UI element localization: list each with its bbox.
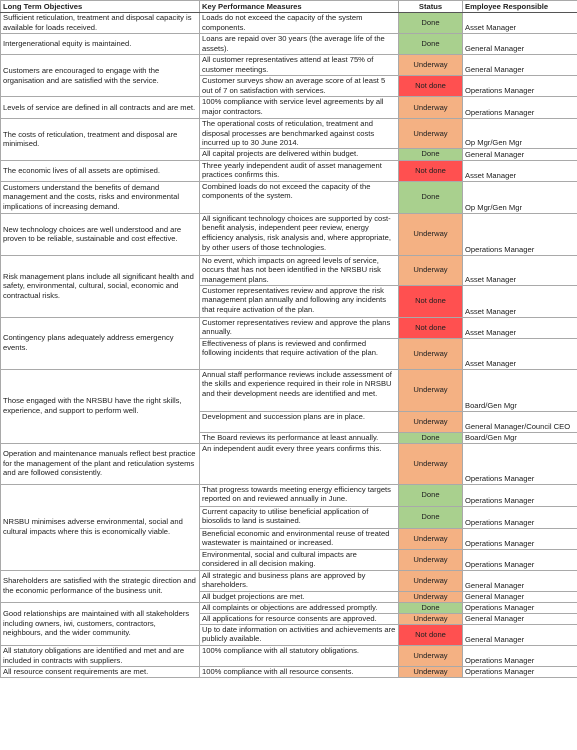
status-badge: Underway [399,443,463,484]
objective-cell: The costs of reticulation, treatment and disposal are minimised. [1,119,200,161]
table-row [1,484,577,506]
table-row [1,119,577,149]
responsible-cell: Operations Manager [463,97,577,119]
objective-cell: Those engaged with the NRSBU have the right skills, experience, and support to perform well. [1,369,200,443]
status-badge: Done [399,181,463,213]
objective-cell: Good relationships are maintained with all stakeholders including owners, iwi, customers, contractors, neighbours, and the wider community. [1,602,200,645]
responsible-cell: Operations Manager [463,484,577,506]
kpm-cell: Loads do not exceed the capacity of the system components. [200,13,399,34]
header-row [1,1,577,13]
objective-cell: Customers understand the benefits of demand management and the costs, risks and environmental implications of increasing demand. [1,181,200,213]
objective-cell: All resource consent requirements are met. [1,666,200,677]
status-badge: Done [399,506,463,528]
responsible-cell: Asset Manager [463,338,577,369]
kpm-cell: Three yearly independent audit of asset management practices confirms this. [200,160,399,181]
responsible-cell: General Manager/Council CEO [463,411,577,432]
table-row [1,602,577,613]
kpm-cell: All capital projects are delivered within budget. [200,148,399,160]
table-row [1,666,577,677]
status-badge: Underway [399,255,463,285]
status-badge: Underway [399,213,463,255]
responsible-cell: Operations Manager [463,213,577,255]
responsible-cell: Operations Manager [463,528,577,549]
kpm-cell: An independent audit every three years confirms this. [200,443,399,484]
kpm-cell: Loans are repaid over 30 years (the average life of the assets). [200,34,399,55]
header-objective: Long Term Objectives [1,1,200,13]
kpm-cell: Up to date information on activities and achievements are publicly available. [200,624,399,645]
status-badge: Underway [399,613,463,624]
status-badge: Done [399,432,463,443]
status-badge: Underway [399,570,463,591]
kpm-cell: Development and succession plans are in place. [200,411,399,432]
kpm-cell: Annual staff performance reviews include assessment of the skills and experience required in their role in NRSBU and their development needs are identified and met. [200,369,399,411]
table-row [1,97,577,119]
table-row [1,160,577,181]
header-responsible: Employee Responsible [463,1,577,13]
responsible-cell: Op Mgr/Gen Mgr [463,119,577,149]
table-row [1,570,577,591]
status-badge: Done [399,148,463,160]
table-row [1,181,577,213]
responsible-cell: Asset Manager [463,13,577,34]
kpm-cell: Customer surveys show an average score of at least 5 out of 7 on satisfaction with services. [200,76,399,97]
status-badge: Not done [399,76,463,97]
responsible-cell: Board/Gen Mgr [463,369,577,411]
status-badge: Not done [399,624,463,645]
kpm-cell: Environmental, social and cultural impacts are considered in all decision making. [200,549,399,570]
responsible-cell: Operations Manager [463,645,577,666]
status-badge: Underway [399,119,463,149]
table-row [1,213,577,255]
responsible-cell: General Manager [463,148,577,160]
kpm-cell: Effectiveness of plans is reviewed and confirmed following incidents that require activation of the plan. [200,338,399,369]
table-row [1,443,577,484]
objective-cell: Levels of service are defined in all contracts and are met. [1,97,200,119]
kpm-cell: Current capacity to utilise beneficial application of biosolids to land is sustained. [200,506,399,528]
kpm-cell: No event, which impacts on agreed levels of service, occurs that has not been identified in the NRSBU risk management plans. [200,255,399,285]
status-badge: Underway [399,55,463,76]
objective-cell: Sufficient reticulation, treatment and disposal capacity is available for loads received. [1,13,200,34]
responsible-cell: Op Mgr/Gen Mgr [463,181,577,213]
responsible-cell: Operations Manager [463,602,577,613]
status-badge: Underway [399,528,463,549]
kpm-cell: All customer representatives attend at least 75% of customer meetings. [200,55,399,76]
kpm-cell: All complaints or objections are addressed promptly. [200,602,399,613]
header-kpm: Key Performance Measures [200,1,399,13]
status-badge: Done [399,602,463,613]
objective-cell: Intergenerational equity is maintained. [1,34,200,55]
table-row [1,13,577,34]
responsible-cell: General Manager [463,570,577,591]
status-badge: Done [399,34,463,55]
kpm-cell: 100% compliance with service level agreements by all major contractors. [200,97,399,119]
kpm-cell: Customer representatives review and approve the risk management plan annually and following any incidents that require activation of the plan. [200,285,399,317]
table-row [1,55,577,76]
objective-cell: Shareholders are satisfied with the strategic direction and the economic performance of the business unit. [1,570,200,602]
table-row [1,317,577,338]
kpm-cell: All applications for resource consents are approved. [200,613,399,624]
status-badge: Underway [399,97,463,119]
kpm-cell: 100% compliance with all resource consents. [200,666,399,677]
responsible-cell: Board/Gen Mgr [463,432,577,443]
status-badge: Underway [399,369,463,411]
status-badge: Done [399,13,463,34]
responsible-cell: Operations Manager [463,506,577,528]
status-badge: Done [399,484,463,506]
objective-cell: Risk management plans include all significant health and safety, environmental, cultural, social, economic and contractual risks. [1,255,200,317]
status-badge: Underway [399,666,463,677]
responsible-cell: General Manager [463,55,577,76]
status-badge: Underway [399,411,463,432]
responsible-cell: Operations Manager [463,76,577,97]
kpm-cell: All strategic and business plans are approved by shareholders. [200,570,399,591]
objective-cell: Customers are encouraged to engage with the organisation and are satisfied with the service. [1,55,200,97]
kpm-cell: Beneficial economic and environmental reuse of treated wastewater is maintained or increased. [200,528,399,549]
responsible-cell: Operations Manager [463,443,577,484]
status-badge: Underway [399,338,463,369]
table-row [1,255,577,285]
status-badge: Not done [399,160,463,181]
status-badge: Underway [399,549,463,570]
kpm-cell: Combined loads do not exceed the capacity of the components of the system. [200,181,399,213]
table-row [1,645,577,666]
responsible-cell: Asset Manager [463,160,577,181]
responsible-cell: General Manager [463,34,577,55]
kpm-cell: That progress towards meeting energy efficiency targets reported on and reviewed annually in June. [200,484,399,506]
table-row [1,369,577,411]
responsible-cell: General Manager [463,613,577,624]
objective-cell: New technology choices are well understood and are proven to be reliable, sustainable and cost effective. [1,213,200,255]
objective-cell: Operation and maintenance manuals reflect best practice for the management of the plant and reticulation systems and are followed consistently. [1,443,200,484]
kpm-cell: The operational costs of reticulation, treatment and disposal processes are benchmarked against costs incurred up to 30 June 2014. [200,119,399,149]
kpm-cell: All significant technology choices are supported by cost-benefit analysis, independent peer review, energy efficiency analysis, risk analysis and, where appropriate, by other users of those technologies. [200,213,399,255]
objective-cell: The economic lives of all assets are optimised. [1,160,200,181]
responsible-cell: Asset Manager [463,317,577,338]
kpm-cell: The Board reviews its performance at least annually. [200,432,399,443]
table-row [1,34,577,55]
responsible-cell: Operations Manager [463,549,577,570]
status-badge: Not done [399,317,463,338]
table-body [1,13,577,678]
objective-cell: All statutory obligations are identified and met and are included in contracts with suppliers. [1,645,200,666]
responsible-cell: General Manager [463,624,577,645]
responsible-cell: General Manager [463,591,577,602]
responsible-cell: Asset Manager [463,255,577,285]
objective-cell: NRSBU minimises adverse environmental, social and cultural impacts where this is economically viable. [1,484,200,570]
status-badge: Not done [399,285,463,317]
kpm-cell: 100% compliance with all statutory obligations. [200,645,399,666]
status-badge: Underway [399,645,463,666]
kpm-cell: All budget projections are met. [200,591,399,602]
header-status: Status [399,1,463,13]
responsible-cell: Operations Manager [463,666,577,677]
status-badge: Underway [399,591,463,602]
responsible-cell: Asset Manager [463,285,577,317]
objective-cell: Contingency plans adequately address emergency events. [1,317,200,369]
kpm-cell: Customer representatives review and approve the plans annually. [200,317,399,338]
